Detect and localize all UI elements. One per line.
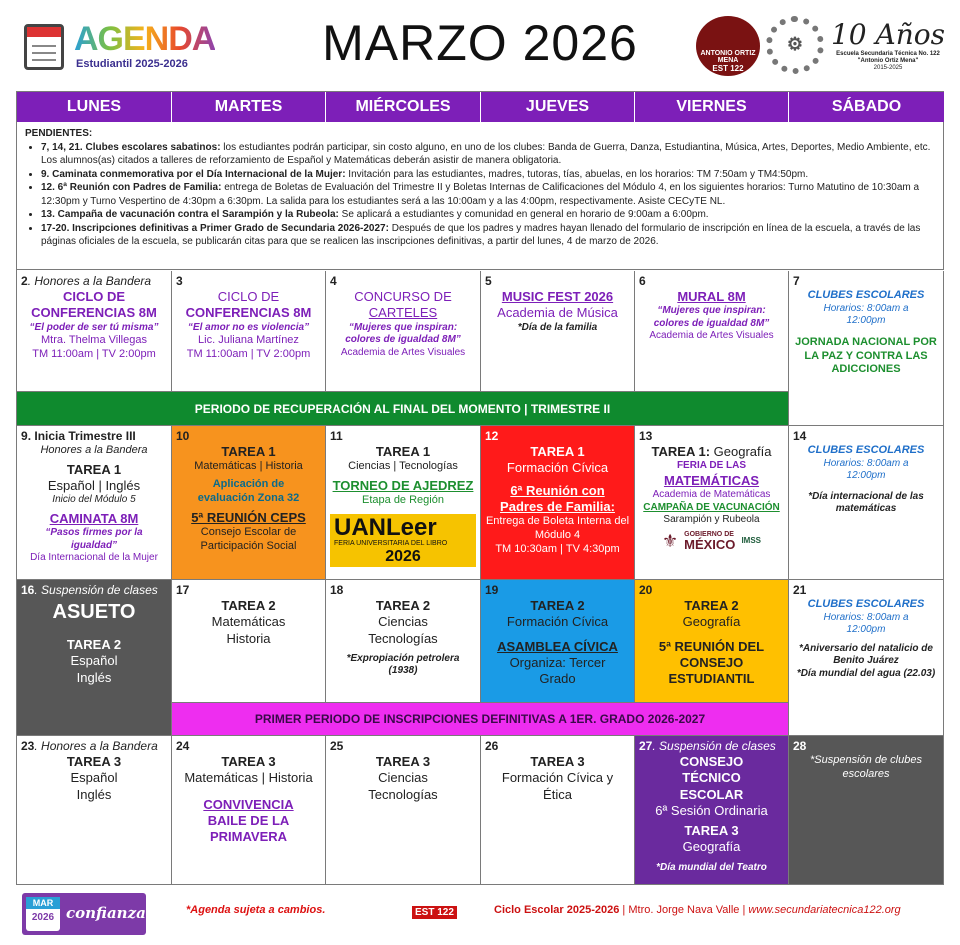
event-quote: “Mujeres que inspiran: colores de igualdad 8M” xyxy=(653,305,770,329)
event-quote: “Pasos firmes por la igualdad” xyxy=(45,527,143,551)
task-subject: Formación Cívica y Ética xyxy=(501,770,614,802)
day-number: 2 xyxy=(21,274,28,288)
day-number: 4 xyxy=(330,274,337,288)
club-hours: Horarios: 8:00am a 12:00pm xyxy=(823,611,909,636)
day-cell-7 xyxy=(789,271,944,426)
task-label: TAREA 1 xyxy=(530,444,585,459)
task-subject: Historia xyxy=(226,630,271,646)
task-subject: Español xyxy=(70,770,118,786)
anniversary-line2: "Antonio Ortiz Mena" xyxy=(857,58,919,64)
task-label: TAREA 3 xyxy=(684,823,739,838)
event-title: MURAL 8M xyxy=(677,289,746,304)
uanleer-logo-year: 2026 xyxy=(385,547,421,565)
event-title: FERIA DE LAS xyxy=(676,460,747,472)
day-cell-14 xyxy=(789,426,944,580)
event-title: BAILE DE LA PRIMAVERA xyxy=(207,812,290,844)
footer-website[interactable]: www.secundariatecnica122.org xyxy=(748,904,901,916)
event-title: JORNADA NACIONAL POR LA PAZ Y CONTRA LAS ADICCIONES xyxy=(795,335,937,376)
task-label: TAREA 1 xyxy=(221,444,276,459)
club-hours: Horarios: 8:00am a 12:00pm xyxy=(823,457,909,482)
day-cell-27 xyxy=(635,736,789,885)
task-subject: Tecnologías xyxy=(368,630,438,646)
day-note: *Expropiación petrolera (1938) xyxy=(346,652,460,677)
event-title: CAMINATA 8M xyxy=(49,510,139,526)
day-note: *Día mundial del agua (22.03) xyxy=(796,667,936,679)
day-cell-21 xyxy=(789,580,944,736)
task-subjects: Ciencias | Tecnologías xyxy=(348,460,458,473)
day-number: 26 xyxy=(485,739,499,753)
day-number: 3 xyxy=(176,274,183,288)
event-time: TM 11:00am | TV 2:00pm xyxy=(186,347,311,360)
day-heading: . Suspensión de clases xyxy=(652,739,776,753)
day-number: 17 xyxy=(176,583,190,597)
event-title: 6ª Reunión con Padres de Familia: xyxy=(500,482,615,514)
event-description: Entrega de Boleta Interna del Módulo 4 xyxy=(485,515,630,541)
day-cell-20 xyxy=(635,580,789,703)
club-hours: Horarios: 8:00am a 12:00pm xyxy=(823,302,909,327)
day-note: *Suspensión de clubes escolares xyxy=(810,754,922,780)
day-number: 10 xyxy=(176,429,190,443)
day-cell-2 xyxy=(17,271,172,392)
est-122-badge: EST 122 xyxy=(412,906,457,919)
uanleer-logo-word: UANLeer xyxy=(334,514,437,541)
day-header-thursday: JUEVES xyxy=(481,92,635,122)
task-subject: Inglés xyxy=(76,669,112,685)
day-heading: . Honores a la Bandera xyxy=(34,739,158,753)
task-label: TAREA 2 xyxy=(530,598,585,613)
day-number: 6 xyxy=(639,274,646,288)
campaign-title: CAMPAÑA DE VACUNACIÓN xyxy=(643,501,780,513)
anniversary-logo xyxy=(828,18,948,72)
event-stage: Etapa de Región xyxy=(362,494,444,507)
task-label: TAREA 1: xyxy=(651,444,711,459)
day-note: . Honores a la Bandera xyxy=(27,274,152,288)
task-subject: Geografía xyxy=(682,614,741,630)
day-number: 20 xyxy=(639,583,653,597)
footer-teacher: Mtro. Jorge Nava Valle xyxy=(628,904,740,916)
badge-month: MAR xyxy=(26,897,60,909)
day-number: 7 xyxy=(793,274,800,288)
day-cell-9 xyxy=(17,426,172,580)
day-cell-24 xyxy=(172,736,326,885)
day-number: 5 xyxy=(485,274,492,288)
day-cell-5 xyxy=(481,271,635,392)
task-label: TAREA 3 xyxy=(66,754,122,769)
day-cell-3 xyxy=(172,271,326,392)
task-label: TAREA 2 xyxy=(684,598,739,613)
event-title: CONFERENCIAS 8M xyxy=(31,305,157,321)
event-title: CARTELES xyxy=(368,305,438,321)
day-cell-6 xyxy=(635,271,789,392)
day-header-saturday: SÁBADO xyxy=(789,92,944,122)
day-cell-26 xyxy=(481,736,635,885)
campaign-detail: Sarampión y Rubeola xyxy=(663,514,760,525)
day-number: 14 xyxy=(793,429,807,443)
task-subject: Matemáticas xyxy=(211,614,286,630)
task-subjects: Matemáticas | Historia xyxy=(194,460,303,473)
day-header-monday: LUNES xyxy=(17,92,172,122)
event-organizer: Academia de Artes Visuales xyxy=(649,330,774,342)
anniversary-line1: Escuela Secundaria Técnica No. 122 xyxy=(836,51,940,57)
day-number: 21 xyxy=(793,583,807,597)
event-title: CONFERENCIAS 8M xyxy=(185,305,312,321)
day-cell-23 xyxy=(17,736,172,885)
day-cell-25 xyxy=(326,736,481,885)
task-label: TAREA 1 xyxy=(66,461,122,477)
day-header-wednesday: MIÉRCOLES xyxy=(326,92,481,122)
event-title: 5ª REUNIÓN DEL CONSEJO ESTUDIANTIL xyxy=(658,638,765,686)
day-header-tuesday: MARTES xyxy=(172,92,326,122)
event-title: CICLO DE xyxy=(217,289,280,304)
day-cell-17 xyxy=(172,580,326,703)
enrollment-banner: PRIMER PERIODO DE INSCRIPCIONES DEFINITIVAS A 1ER. GRADO 2026-2027 xyxy=(172,703,789,736)
day-number: 27 xyxy=(639,739,653,753)
event-organizer: Consejo Escolar de Participación Social xyxy=(200,525,297,552)
event-time: TM 11:00am | TV 2:00pm xyxy=(32,347,156,360)
task-label: TAREA 2 xyxy=(66,637,122,652)
day-cell-18 xyxy=(326,580,481,703)
day-number: 9 xyxy=(21,429,28,443)
day-note: *Día internacional de las matemáticas xyxy=(808,490,924,515)
agenda-word: AGENDA xyxy=(74,20,216,58)
event-title: CONSEJO TÉCNICO ESCOLAR xyxy=(679,754,744,802)
event-organizer: Academia de Música xyxy=(497,305,618,321)
event-detail: 6ª Sesión Ordinaria xyxy=(655,802,768,818)
uanleer-logo xyxy=(330,514,476,567)
event-quote: “El poder de ser tú misma” xyxy=(29,321,159,333)
recovery-banner: PERIODO DE RECUPERACIÓN AL FINAL DEL MOMENTO | TRIMESTRE II xyxy=(17,392,789,426)
event-organizer: Día Internacional de la Mujer xyxy=(30,552,158,563)
pending-item: • 17-20. Inscripciones definitivas a Primer Grado de Secundaria 2026-2027: Después de que los padres y madres hayan llenado del formulario de inscripción en línea de la escuela, a través de las páginas oficiales de la escuela, se publicarán citas para que se realicen las inscripciones definitivas, a partir del lunes, 4 de marzo de 2026. xyxy=(41,222,935,249)
day-number: 19 xyxy=(485,583,499,597)
day-number: 24 xyxy=(176,739,190,753)
day-cell-28 xyxy=(789,736,944,885)
footer-cycle: Ciclo Escolar 2025-2026 xyxy=(494,904,620,916)
day-heading: . Inicia Trimestre III xyxy=(27,429,136,443)
pending-item: • 7, 14, 21. Clubes escolares sabatinos: los estudiantes podrán participar, sin costo alguno, en uno de los clubes: Banda de Guerra, Danza, Estudiantina, Música, Artes, Deportes, Medio Ambiente, etc. Los alumnos(as) citados a talleres de reforzamiento de Español y Matemáticas deberán asistir de manera obligatoria. xyxy=(41,141,935,168)
event-title: CONVIVENCIA xyxy=(203,796,294,812)
task-subjects: Geografía xyxy=(710,444,772,459)
anniversary-line3: 2015-2025 xyxy=(873,65,903,71)
club-title: CLUBES ESCOLARES xyxy=(807,289,925,301)
day-number: 18 xyxy=(330,583,344,597)
day-note: *Día mundial del Teatro xyxy=(656,861,767,873)
task-subjects: Formación Cívica xyxy=(506,460,609,476)
task-label: TAREA 3 xyxy=(221,754,276,769)
task-subject: Tecnologías xyxy=(368,786,438,802)
agenda-logo xyxy=(22,18,216,78)
task-subjects: Español | Inglés xyxy=(47,478,141,493)
task-label: TAREA 2 xyxy=(375,598,431,613)
event-title: ASAMBLEA CÍVICA xyxy=(497,638,618,654)
event-title: TORNEO DE AJEDREZ xyxy=(332,478,474,493)
event-organizer: Academia de Matemáticas xyxy=(652,489,771,500)
footer-info xyxy=(494,904,901,916)
day-heading: . Suspensión de clases xyxy=(34,583,158,597)
day-cell-16 xyxy=(17,580,172,736)
task-subject: Inglés xyxy=(76,786,112,802)
task-subject: Formación Cívica xyxy=(506,614,609,630)
pending-title: PENDIENTES: xyxy=(25,128,93,139)
task-subject: Ciencias xyxy=(378,614,428,630)
day-cell-13 xyxy=(635,426,789,580)
task-label: TAREA 2 xyxy=(221,598,276,613)
gobierno-logo-line1: GOBIERNO DE xyxy=(684,530,734,538)
day-number: 16 xyxy=(21,583,35,597)
uanleer-logo-sub: FERIA UNIVERSITARIA DEL LIBRO xyxy=(334,540,448,547)
badge-year: 2026 xyxy=(31,912,55,923)
gobierno-logo-line2: MÉXICO xyxy=(684,536,736,552)
event-title: 5ª REUNIÓN CEPS xyxy=(191,509,306,525)
pending-item: • 9. Caminata conmemorativa por el Día Internacional de la Mujer: Invitación para las estudiantes, madres, tutoras, tías, abuelas, en los horarios: TM 7:50am y TM4:50pm. xyxy=(41,168,935,182)
day-cell-12 xyxy=(481,426,635,580)
event-title: ASUETO xyxy=(52,601,136,623)
disclaimer: *Agenda sujeta a cambios. xyxy=(186,904,326,916)
school-eagle-logo xyxy=(696,16,760,76)
pending-notes xyxy=(16,122,944,270)
task-subject: Español xyxy=(70,653,118,669)
event-speaker: Lic. Juliana Martínez xyxy=(198,334,299,346)
day-number: 25 xyxy=(330,739,344,753)
task-subject: Geografía xyxy=(682,839,741,855)
badge-calendar-icon xyxy=(26,897,60,931)
day-note: Honores a la Bandera xyxy=(40,444,148,456)
confianza-badge xyxy=(22,893,146,935)
task-subject: Matemáticas | Historia xyxy=(184,770,313,786)
school-logo-name: ANTONIO ORTIZ MENA xyxy=(700,50,756,64)
task-label: TAREA 3 xyxy=(375,754,431,769)
day-number: 13 xyxy=(639,429,653,443)
school-logo-est: EST 122 xyxy=(712,64,744,73)
gobierno-mexico-logo: ⚜ GOBIERNO DE MÉXICO IMSS xyxy=(662,530,761,552)
event-quote: “Mujeres que inspiran: colores de igualdad 8M” xyxy=(345,321,461,345)
event-title: CICLO DE xyxy=(62,289,126,304)
badge-word: confianza xyxy=(66,904,146,922)
day-number: 12 xyxy=(485,429,499,443)
event-time: TM 10:30am | TV 4:30pm xyxy=(495,542,620,555)
event-organizer: Academia de Artes Visuales xyxy=(340,346,466,358)
imss-logo: IMSS xyxy=(741,535,761,545)
calendar-icon xyxy=(24,24,64,70)
module-note: Inicio del Módulo 5 xyxy=(52,494,136,506)
page-title: MARZO 2026 xyxy=(322,15,638,71)
day-note: *Aniversario del natalicio de Benito Juárez xyxy=(799,642,933,667)
club-title: CLUBES ESCOLARES xyxy=(807,444,925,456)
day-note: *Día de la familia xyxy=(517,321,598,333)
day-cell-19 xyxy=(481,580,635,703)
day-header-friday: VIERNES xyxy=(635,92,789,122)
day-number: 23 xyxy=(21,739,35,753)
event-title: MATEMÁTICAS xyxy=(663,472,760,488)
anniversary-title: 10 Años xyxy=(830,18,945,51)
event-title: MUSIC FEST 2026 xyxy=(501,289,614,304)
agenda-subtitle: Estudiantil 2025-2026 xyxy=(76,58,188,70)
event-title: CONCURSO DE xyxy=(354,289,452,304)
event-quote: “El amor no es violencia” xyxy=(187,321,310,333)
task-subject: Ciencias xyxy=(378,770,428,786)
day-number: 11 xyxy=(330,429,343,443)
day-cell-4 xyxy=(326,271,481,392)
gear-logo-icon: ⚙ xyxy=(766,16,824,74)
day-cell-11 xyxy=(326,426,481,580)
pending-item: • 12. 6ª Reunión con Padres de Familia: entrega de Boletas de Evaluación del Trimestre II y Boletas Internas de Calificaciones del Módulo 4, en los siguientes horarios: Turno Matutino de 10:30am a 12:30pm y Turno Vespertino de 4:30pm a 6:30pm. La salida para los estudiantes será a las 10:00am y a las 4:00pm, respectivamente. Asiste CECyTE NL. xyxy=(41,181,935,208)
footer-separator: | xyxy=(619,904,629,916)
pending-list xyxy=(25,141,935,249)
pending-item: • 13. Campaña de vacunación contra el Sarampión y la Rubeola: Se aplicará a estudiantes y comunidad en general en horario de 9:00am a 6:00pm. xyxy=(41,208,935,222)
task-label: TAREA 3 xyxy=(530,754,585,769)
day-cell-10 xyxy=(172,426,326,580)
day-number: 28 xyxy=(793,739,807,753)
event-speaker: Mtra. Thelma Villegas xyxy=(41,334,147,346)
evaluation-note: Aplicación de evaluación Zona 32 xyxy=(197,478,300,504)
footer-separator: | xyxy=(739,904,749,916)
task-label: TAREA 1 xyxy=(375,444,431,459)
club-title: CLUBES ESCOLARES xyxy=(807,598,925,610)
event-organizer: Organiza: Tercer Grado xyxy=(509,654,606,686)
